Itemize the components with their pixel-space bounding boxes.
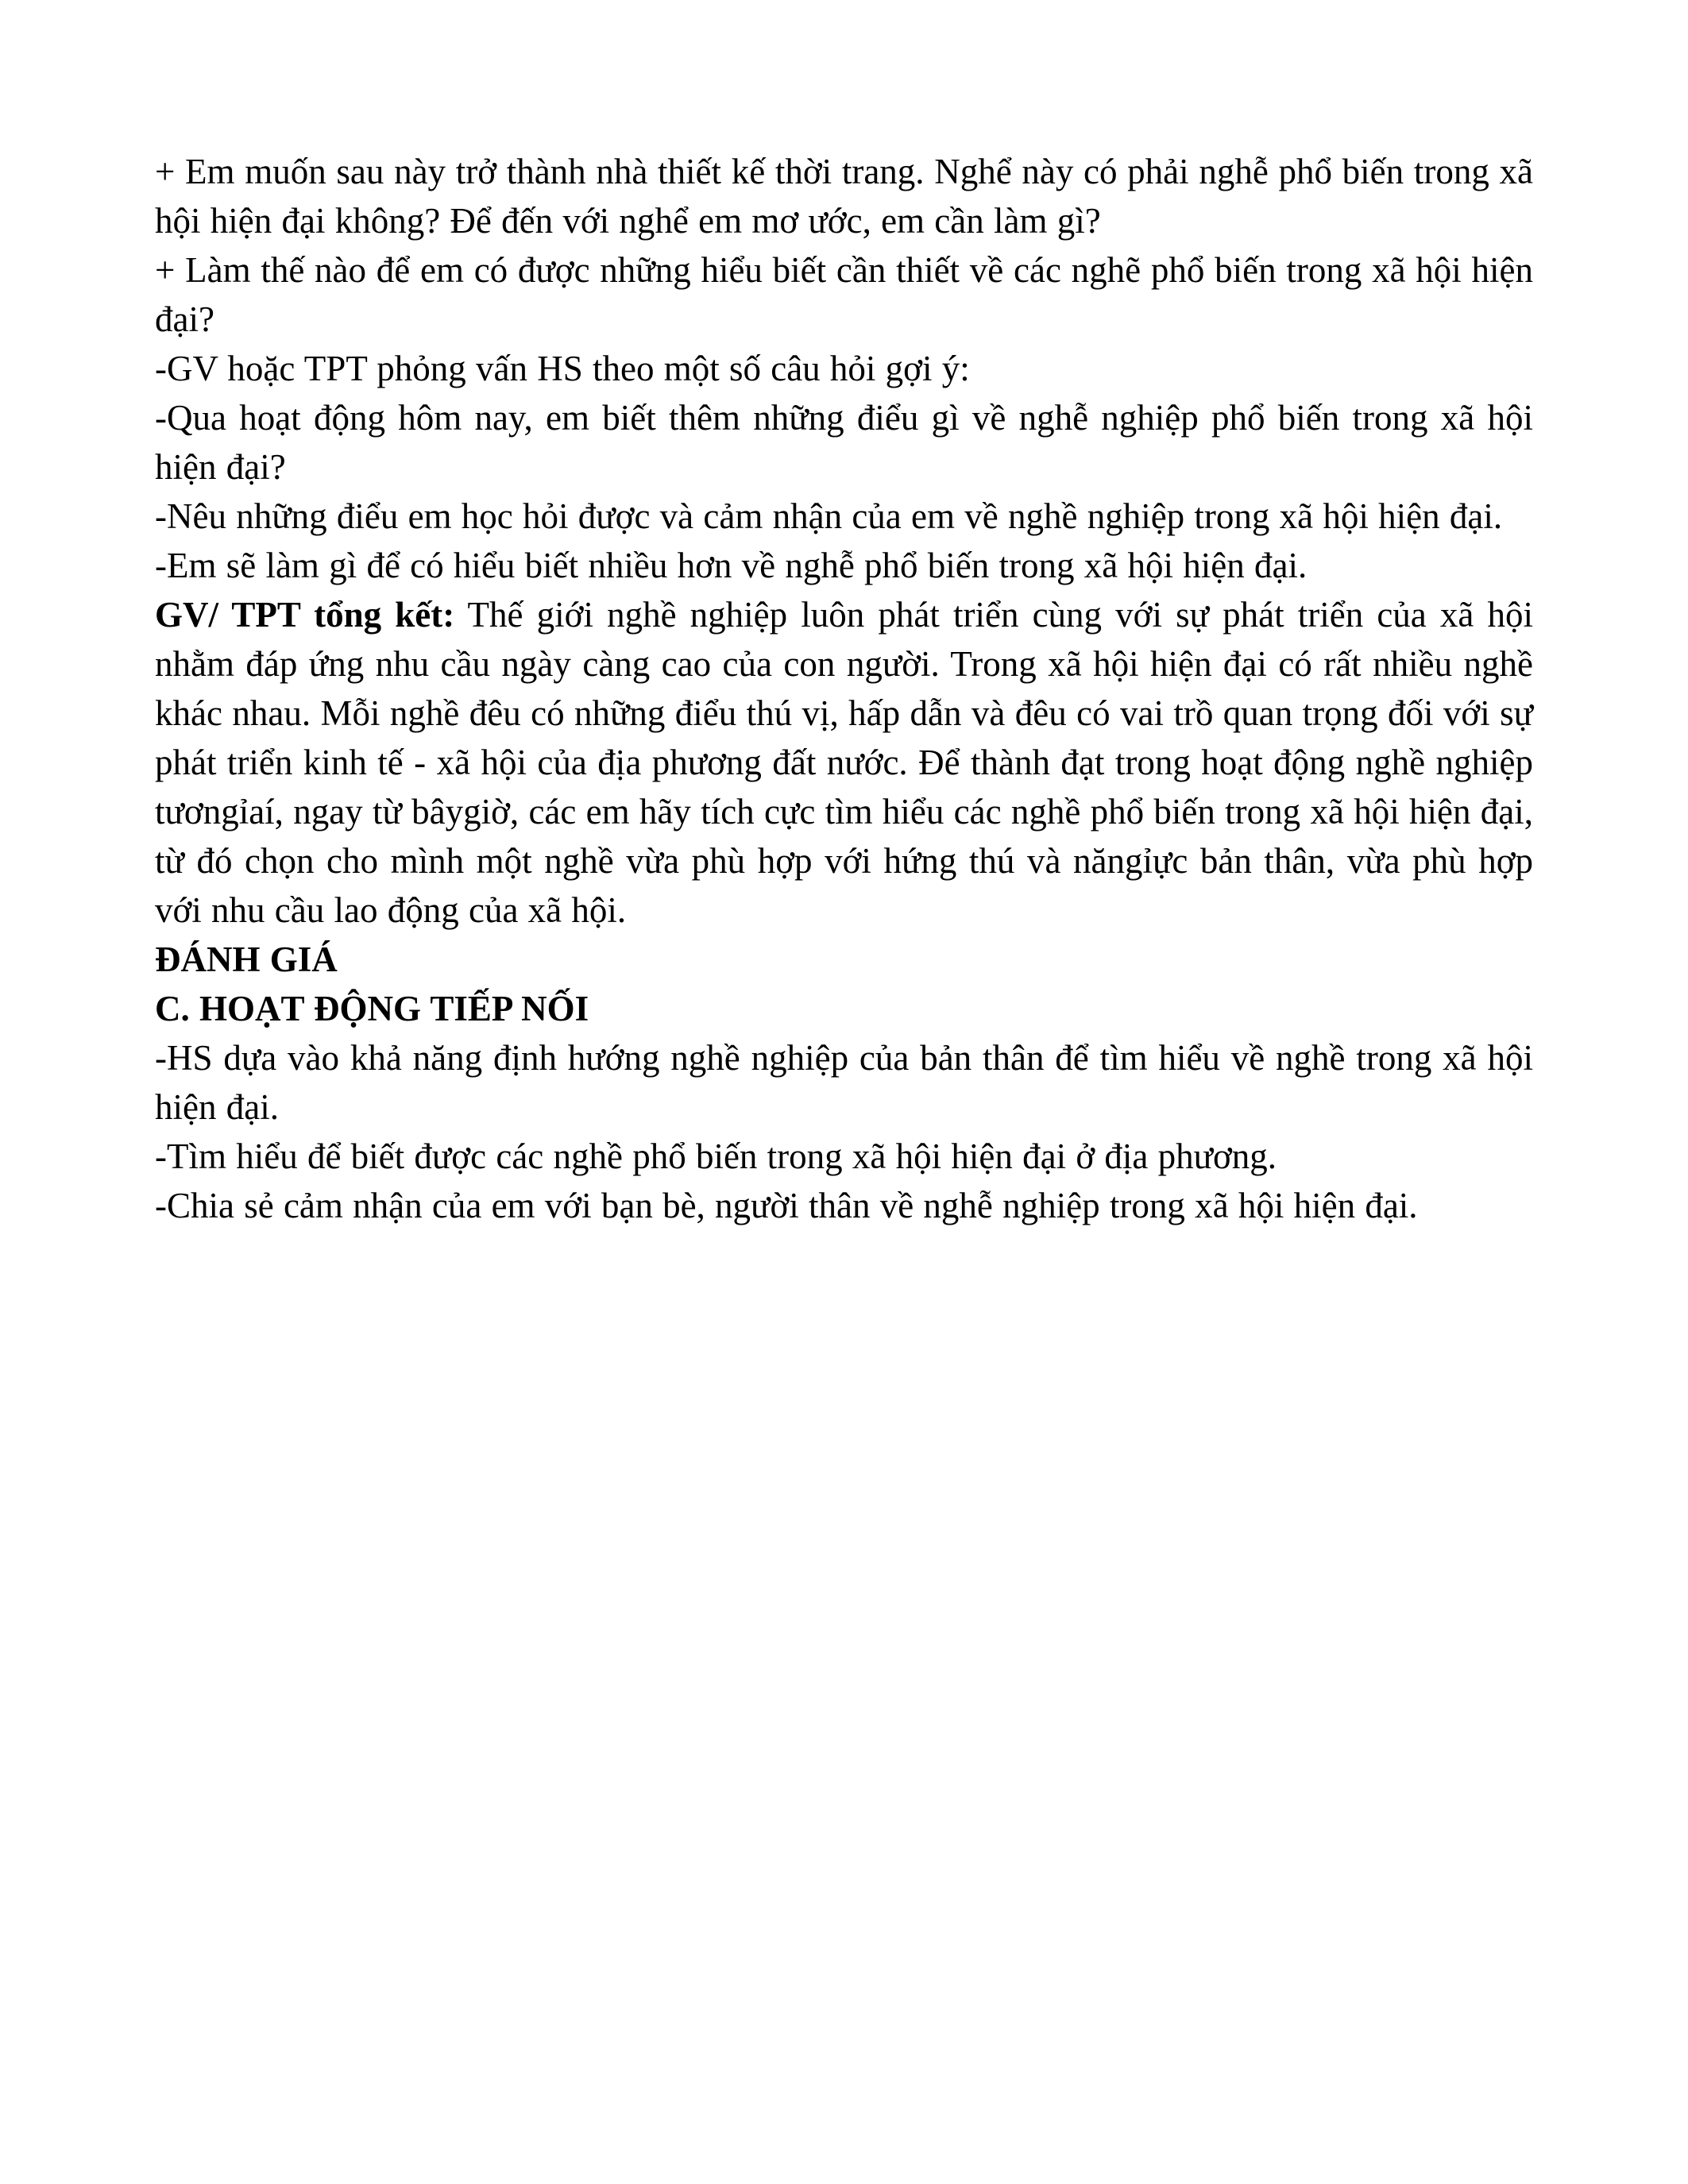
paragraph-followup-1: -HS dựa vào khả năng định hướng nghề nghiệp của bản thân để tìm hiểu về nghề trong xã hội hiện đại. [155,1038,1533,1127]
paragraph-question-5: -Em sẽ làm gì để có hiểu biết nhiều hơn về nghễ phổ biến trong xã hội hiện đại. [155,546,1308,585]
paragraph-question-3: -Qua hoạt động hôm nay, em biết thêm những điểu gì về nghễ nghiệp phổ biến trong xã hội hiện đại? [155,398,1533,487]
paragraph-summary-text: Thế giới nghề nghiệp luôn phát triển cùng với sự phát triển của xã hội nhằm đáp ứng nhu cầu ngày càng cao của con người. Trong xã hội hiện đại có rất nhiều nghề khác nhau. Mỗi nghề đêu có những điểu thú vị, hấp dẫn và đêu có vai trồ quan trọng đối với sự phát triển kinh tế - xã hội của địa phương đất nước. Để thành đạt trong hoạt động nghề nghiệp tươngỉaí, ngay từ bâygiờ, các em hãy tích cực tìm hiểu các nghề phổ biến trong xã hội hiện đại, từ đó chọn cho mình một nghề vừa phù hợp với hứng thú và năngỉực bản thân, vừa phù hợp với nhu cầu lao động của xã hội. [155,595,1533,930]
heading-hoat-dong-tiep-noi: C. HOẠT ĐỘNG TIẾP NỐI [155,989,589,1028]
paragraph-question-2: + Làm thế nào để em có được những hiểu biết cần thiết về các nghẽ phổ biến trong xã hội hiện đại? [155,250,1533,339]
paragraph-gv-tpt-interview: -GV hoặc TPT phỏng vấn HS theo một số câu hỏi gợi ý: [155,349,970,388]
paragraph-summary [155,590,1533,935]
paragraph-followup-3: -Chia sẻ cảm nhận của em với bạn bè, người thân về nghễ nghiệp trong xã hội hiện đại. [155,1186,1418,1225]
heading-danh-gia: ĐÁNH GIÁ [155,940,338,979]
paragraph-question-1: + Em muốn sau này trở thành nhà thiết kế thời trang. Nghể này có phải nghễ phổ biến trong xã hội hiện đại không? Để đến với nghể em mơ ước, em cần làm gì? [155,152,1533,241]
paragraph-question-4: -Nêu những điểu em học hỏi được và cảm nhận của em về nghề nghiệp trong xã hội hiện đại. [155,496,1503,536]
paragraph-summary-lead: GV/ TPT tổng kết: [155,595,455,635]
paragraph-followup-2: -Tìm hiểu để biết được các nghề phổ biến trong xã hội hiện đại ở địa phương. [155,1136,1277,1176]
